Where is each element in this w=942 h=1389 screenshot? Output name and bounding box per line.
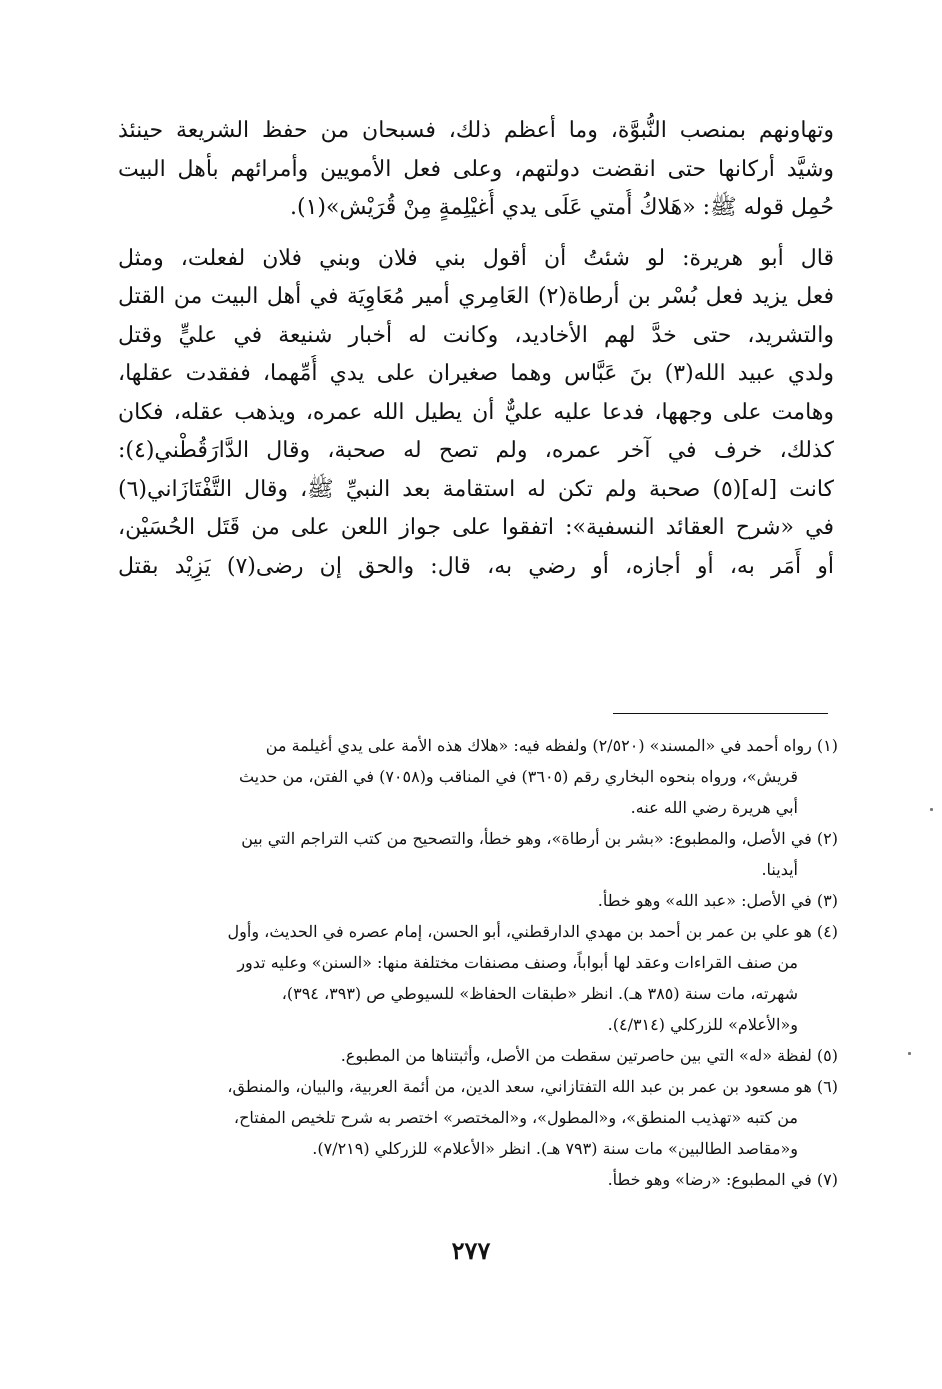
footnote-line: و«الأعلام» للزركلي (٤/٣١٤). xyxy=(607,1015,798,1034)
paragraph-gap xyxy=(118,228,834,240)
text-line: فعل يزيد فعل بُسْر بن أرطاة(٢) العَامِري أمير مُعَاوِيَة في أهل البيت من القتل xyxy=(118,284,834,309)
text-line: وهامت على وجهها، فدعا عليه عليٌّ أن يطيل الله عمره، ويذهب عقله، فكان xyxy=(118,399,834,425)
footnote-line: (٥) لفظة «له» التي بين حاصرتين سقطت من الأصل، وأثبتناها من المطبوع. xyxy=(340,1046,838,1065)
footnote-line: و«مقاصد الطالبين» مات سنة (٧٩٣ هـ). انظر «الأعلام» للزركلي (٧/٢١٩). xyxy=(312,1139,798,1158)
text-line: والتشريد، حتى خدَّ لهم الأخاديد، وكانت له أخبار شنيعة في عليٍّ وقتل xyxy=(118,322,834,348)
footnote-line: أيدينا. xyxy=(761,860,798,879)
footnote-line: (٢) في الأصل، والمطبوع: «بشر بن أرطاة»، وهو خطأ، والتصحيح من كتب التراجم التي بين xyxy=(241,829,838,848)
footnote-line: (٤) هو علي بن عمر بن أحمد بن مهدي الدارقطني، أبو الحسن، إمام عصره في الحديث، وأول xyxy=(227,922,838,941)
scan-speck xyxy=(930,808,933,811)
text-line: في «شرح العقائد النسفية»: اتفقوا على جواز اللعن على من قَتَل الحُسَيْن، xyxy=(118,515,834,540)
scan-speck xyxy=(908,1052,911,1055)
main-body-text xyxy=(118,112,834,586)
text-line: ولدي عبيد الله(٣) بنَ عَبَّاس وهما صغيران على يدي أُمِّهما، ففقدت عقلها، xyxy=(118,361,834,386)
text-line: وتهاونهم بمنصب النُّبوَّة، وما أعظم ذلك، فسبحان من حفظ الشريعة حينئذ xyxy=(118,118,834,143)
page-number: ٢٧٧ xyxy=(451,1236,491,1265)
footnotes xyxy=(118,730,838,1195)
footnote-line: قريش»، ورواه بنحوه البخاري رقم (٣٦٠٥) في المناقب و(٧٠٥٨) في الفتن، من حديث xyxy=(238,767,798,786)
text-line: وشيَّد أركانها حتى انقضت دولتهم، وعلى فعل الأمويين وأمرائهم بأهل البيت xyxy=(118,156,834,182)
text-line: كذلك، خرف في آخر عمره، ولم تصح له صحبة، وقال الدَّارَقُطْني(٤): xyxy=(118,438,834,463)
text-line: كانت [له](٥) صحبة ولم تكن له استقامة بعد النبيِّ ﷺ، وقال التَّفْتَازَاني(٦) xyxy=(118,476,834,502)
footnote-line: (٦) هو مسعود بن عمر بن عبد الله التفتازاني، سعد الدين، من أئمة العربية، والبيان، والمنطق، xyxy=(227,1077,838,1096)
footnote-line: شهرته، مات سنة (٣٨٥ هـ). انظر «طبقات الحفاظ» للسيوطي ص (٣٩٣، ٣٩٤)، xyxy=(281,984,798,1003)
footnote-line: (٧) في المطبوع: «رضا» وهو خطأ. xyxy=(607,1170,838,1189)
footnote-line: من كتبه «تهذيب المنطق»، و«المطول»، و«المختصر» اختصر به شرح تلخيص المفتاح، xyxy=(233,1108,798,1127)
text-line: قال أبو هريرة: لو شئتُ أن أقول بني فلان وبني فلان لفعلت، ومثل xyxy=(118,245,834,271)
footnote-line: أبي هريرة رضي الله عنه. xyxy=(630,798,798,817)
footnote-line: (١) رواه أحمد في «المسند» (٢/٥٢٠) ولفظه فيه: «هلاك هذه الأمة على يدي أغيلمة من xyxy=(265,736,838,755)
footnote-line: (٣) في الأصل: «عبد الله» وهو خطأ. xyxy=(597,891,838,910)
footnote-separator xyxy=(613,713,828,714)
text-line: أو أَمَر به، أو أجازه، أو رضي به، قال: والحق إن رضى(٧) يَزِيْد بقتل xyxy=(118,553,834,579)
footnote-line: من صنف القراءات وعقد لها أبواباً، وصنف مصنفات مختلفة منها: «السنن» وعليه تدور xyxy=(237,953,798,972)
text-line: حُمِل قوله ﷺ: «هَلاكُ أُمتي عَلَى يدي أُغيْلِمةٍ مِنْ قُرَيْش»(١). xyxy=(290,195,834,220)
